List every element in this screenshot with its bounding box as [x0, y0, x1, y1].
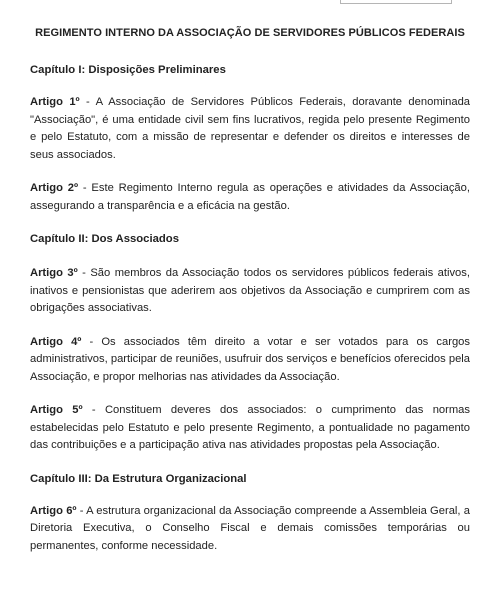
article-1: Artigo 1º - A Associação de Servidores Públicos Federais, doravante denominada "Associação", é uma entidade civil sem fins lucrativos, regida pelo presente Regimento e pelo Estatuto, com a missão de representar e defender os direitos e interesses de seus associados. [30, 96, 471, 161]
chapter-3-heading: Capítulo III: Da Estrutura Organizacional [30, 472, 247, 485]
article-6: Artigo 6º - A estrutura organizacional da Associação compreende a Assembleia Geral, a Diretoria Executiva, o Conselho Fiscal e demais comissões temporárias ou permanentes, conforme necessidade. [30, 504, 470, 552]
document-title: REGIMENTO INTERNO DA ASSOCIAÇÃO DE SERVIDORES PÚBLICOS FEDERAIS [35, 27, 465, 39]
article-2: Artigo 2º - Este Regimento Interno regula as operações e atividades da Associação, assegurando a transparência e a eficácia na gestão. [30, 182, 470, 212]
document-page [30, 26, 470, 555]
top-text-field[interactable] [340, 0, 452, 4]
article-2-text: Este Regimento Interno regula as operações e atividades da Associação, assegurando a transparência e a eficácia na gestão. [30, 182, 470, 212]
article-1-text: A Associação de Servidores Públicos Federais, doravante denominada "Associação", é uma entidade civil sem fins lucrativos, regida pelo presente Regimento e pelo Estatuto, com a missão de representar e defender os direitos e interesses de seus associados. [30, 96, 471, 161]
article-3: Artigo 3º - São membros da Associação todos os servidores públicos federais ativos, inativos e pensionistas que aderirem aos objetivos da Associação e cumprirem com as obrigações associativas. [30, 267, 470, 314]
chapter-2-heading: Capítulo II: Dos Associados [30, 233, 179, 245]
article-5: Artigo 5º - Constituem deveres dos associados: o cumprimento das normas estabelecidas pelo Estatuto e pelo presente Regimento, a pontualidade no pagamento das contribuições e a participação ativa nas atividades propostas pela Associação. [30, 404, 470, 451]
article-2-label: Artigo 2º [30, 182, 79, 194]
article-6-label: Artigo 6º [30, 504, 77, 517]
article-4-text: Os associados têm direito a votar e ser votados para os cargos administrativos, participar de reuniões, usufruir dos serviços e benefícios oferecidos pela Associação, e propor melhorias nas atividades da Associação. [30, 335, 470, 383]
article-4: Artigo 4º - Os associados têm direito a votar e ser votados para os cargos administrativos, participar de reuniões, usufruir dos serviços e benefícios oferecidos pela Associação, e propor melhorias nas atividades da Associação. [30, 335, 470, 383]
article-3-label: Artigo 3º [30, 267, 78, 279]
article-1-label: Artigo 1º [30, 96, 80, 108]
article-6-text: A estrutura organizacional da Associação compreende a Assembleia Geral, a Diretoria Executiva, o Conselho Fiscal e demais comissões temporárias ou permanentes, conforme necessidade. [30, 504, 470, 552]
article-3-text: São membros da Associação todos os servidores públicos federais ativos, inativos e pensionistas que aderirem aos objetivos da Associação e cumprirem com as obrigações associativas. [30, 267, 470, 314]
article-5-label: Artigo 5º [30, 404, 83, 416]
chapter-1-heading: Capítulo I: Disposições Preliminares [30, 64, 226, 76]
article-4-label: Artigo 4º [30, 335, 82, 348]
article-5-text: Constituem deveres dos associados: o cumprimento das normas estabelecidas pelo Estatuto e pelo presente Regimento, a pontualidade no pagamento das contribuições e a participação ativa nas atividades propostas pela Associação. [30, 404, 470, 451]
